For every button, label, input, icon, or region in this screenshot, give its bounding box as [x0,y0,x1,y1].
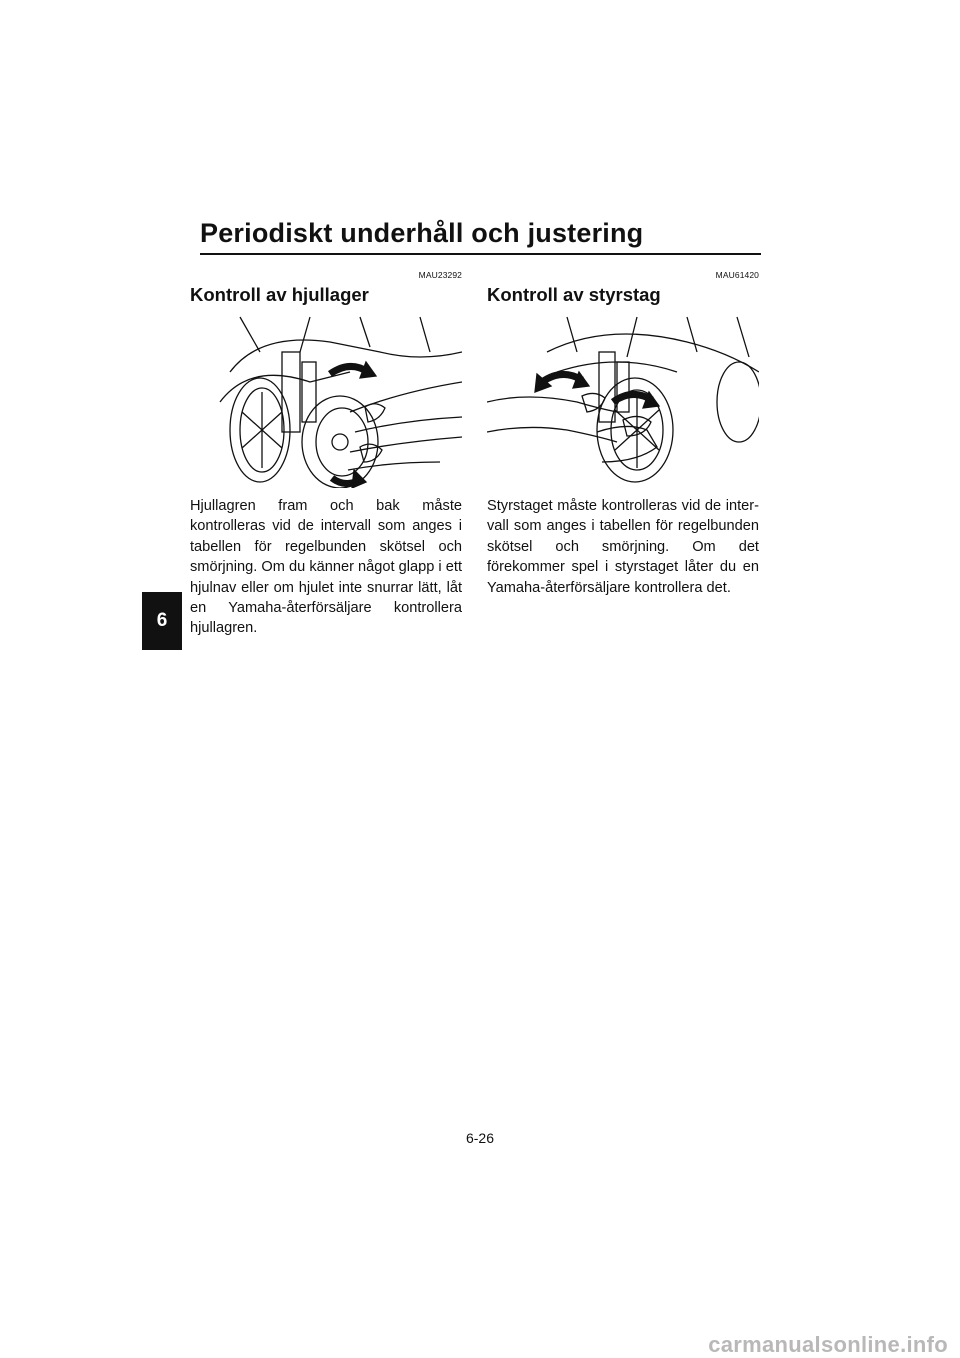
section-code: MAU23292 [418,270,462,280]
section-body: Styrstaget måste kontrolleras vid de intervall som anges i tabellen för regelbunden skötsel och smörjning. Om det förekommer spel i styrstaget låter du en Yamaha-återförsäljare kontrollera det. [487,498,759,596]
page-number: 6-26 [465,1130,495,1146]
wheel-bearing-check-illustration [190,312,462,488]
chapter-tab: 6 [142,592,182,650]
steering-check-illustration [487,312,759,488]
title-rule [200,253,761,255]
section-steering [487,270,759,598]
section-code: MAU61420 [715,270,759,280]
page-title: Periodiskt underhåll och justering [200,218,644,248]
watermark: carmanualsonline.info [708,1332,948,1357]
section-wheel-bearings [190,270,462,639]
section-body: Hjullagren fram och bak måste kontrolleras vid de intervall som anges i tabellen för regelbunden skötsel och smörjning. Om du känner något glapp i ett hjulnav eller om hjulet inte snurrar lätt, låt en Yamaha-återförsäljare kontrollera hjullagren. [190,498,462,637]
section-heading: Kontroll av hjullager [190,284,369,305]
section-heading: Kontroll av styrstag [487,284,661,305]
